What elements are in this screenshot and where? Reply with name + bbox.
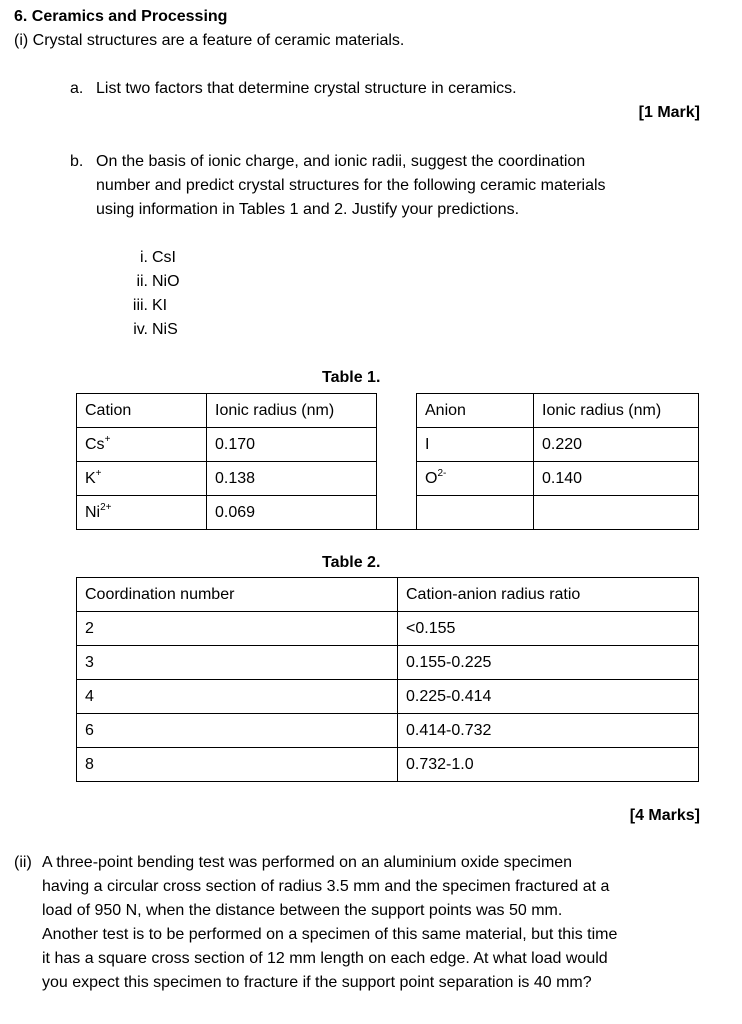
table-cell: 4 (77, 680, 398, 714)
table-1 (76, 393, 699, 530)
cation-symbol: K (85, 469, 96, 487)
table-1-title: Table 1. (322, 369, 381, 386)
material-number: iii. (132, 297, 148, 314)
table-gap (377, 394, 417, 428)
table-cell: Coordination number (77, 578, 398, 612)
table-cell: 6 (77, 714, 398, 748)
table-cell: 0.220 (534, 428, 699, 462)
anion-symbol: O (425, 469, 438, 487)
table-cell: 8 (77, 748, 398, 782)
table-cell (77, 496, 207, 530)
part-ii-line: Another test is to be performed on a specimen of this same material, but this time (42, 926, 618, 943)
material-name: CsI (152, 249, 176, 266)
part-ii-line: load of 950 N, when the distance between the support points was 50 mm. (42, 902, 563, 919)
part-a-text: List two factors that determine crystal structure in ceramics. (96, 80, 517, 97)
table-cell: 0.732-1.0 (398, 748, 699, 782)
table-cell (77, 428, 207, 462)
cation-charge: + (104, 433, 111, 445)
material-number: iv. (133, 321, 148, 338)
table-row (77, 612, 699, 646)
table-row (77, 428, 699, 462)
table-gap (377, 428, 417, 462)
table-row (77, 578, 699, 612)
table-row (77, 394, 699, 428)
part-b-line: On the basis of ionic charge, and ionic radii, suggest the coordination (96, 153, 586, 170)
table-cell: Anion (417, 394, 534, 428)
part-b-label: b. (70, 153, 84, 170)
part-i-text: (i) Crystal structures are a feature of ceramic materials. (14, 32, 405, 49)
table-cell: Ionic radius (nm) (207, 394, 377, 428)
cation-symbol: Cs (85, 435, 105, 453)
table-cell: Cation (77, 394, 207, 428)
table-cell: 0.069 (207, 496, 377, 530)
table-cell: 0.140 (534, 462, 699, 496)
part-b-marks: [4 Marks] (629, 807, 700, 824)
part-b-line: using information in Tables 1 and 2. Justify your predictions. (96, 201, 520, 218)
table-cell (417, 462, 534, 496)
table-row (77, 496, 699, 530)
part-ii-line: having a circular cross section of radius 3.5 mm and the specimen fractured at a (42, 878, 610, 895)
table-cell: Cation-anion radius ratio (398, 578, 699, 612)
material-number: i. (140, 249, 148, 266)
table-2 (76, 577, 699, 782)
table-gap (377, 462, 417, 496)
material-name: NiO (152, 273, 180, 290)
material-number: ii. (136, 273, 148, 290)
anion-charge: 2- (437, 467, 447, 479)
table-cell: 0.414-0.732 (398, 714, 699, 748)
table-cell: 0.155-0.225 (398, 646, 699, 680)
table-cell (77, 462, 207, 496)
table-cell: 0.170 (207, 428, 377, 462)
cation-symbol: Ni (85, 503, 101, 521)
part-ii-line: you expect this specimen to fracture if the support point separation is 40 mm? (42, 974, 592, 991)
part-a-marks: [1 Mark] (638, 104, 700, 121)
table-cell (534, 496, 699, 530)
table-row (77, 714, 699, 748)
table-row (77, 748, 699, 782)
question-heading: 6. Ceramics and Processing (14, 8, 228, 25)
cation-charge: + (95, 467, 102, 479)
anion-symbol: I (425, 435, 430, 453)
table-row (77, 646, 699, 680)
cation-charge: 2+ (100, 501, 112, 513)
material-name: KI (152, 297, 168, 314)
material-name: NiS (152, 321, 178, 338)
part-b-line: number and predict crystal structures for the following ceramic materials (96, 177, 606, 194)
part-ii-line: A three-point bending test was performed on an aluminium oxide specimen (42, 854, 573, 871)
part-a-label: a. (70, 80, 84, 97)
table-cell: 3 (77, 646, 398, 680)
table-cell: Ionic radius (nm) (534, 394, 699, 428)
table-cell (417, 428, 534, 462)
table-row (77, 462, 699, 496)
table-cell (417, 496, 534, 530)
table-cell: 0.225-0.414 (398, 680, 699, 714)
part-ii-label: (ii) (14, 854, 32, 871)
table-cell: <0.155 (398, 612, 699, 646)
table-row (77, 680, 699, 714)
part-ii-line: it has a square cross section of 12 mm length on each edge. At what load would (42, 950, 608, 967)
table-2-title: Table 2. (322, 554, 381, 571)
table-gap (377, 496, 417, 530)
table-cell: 2 (77, 612, 398, 646)
table-cell: 0.138 (207, 462, 377, 496)
